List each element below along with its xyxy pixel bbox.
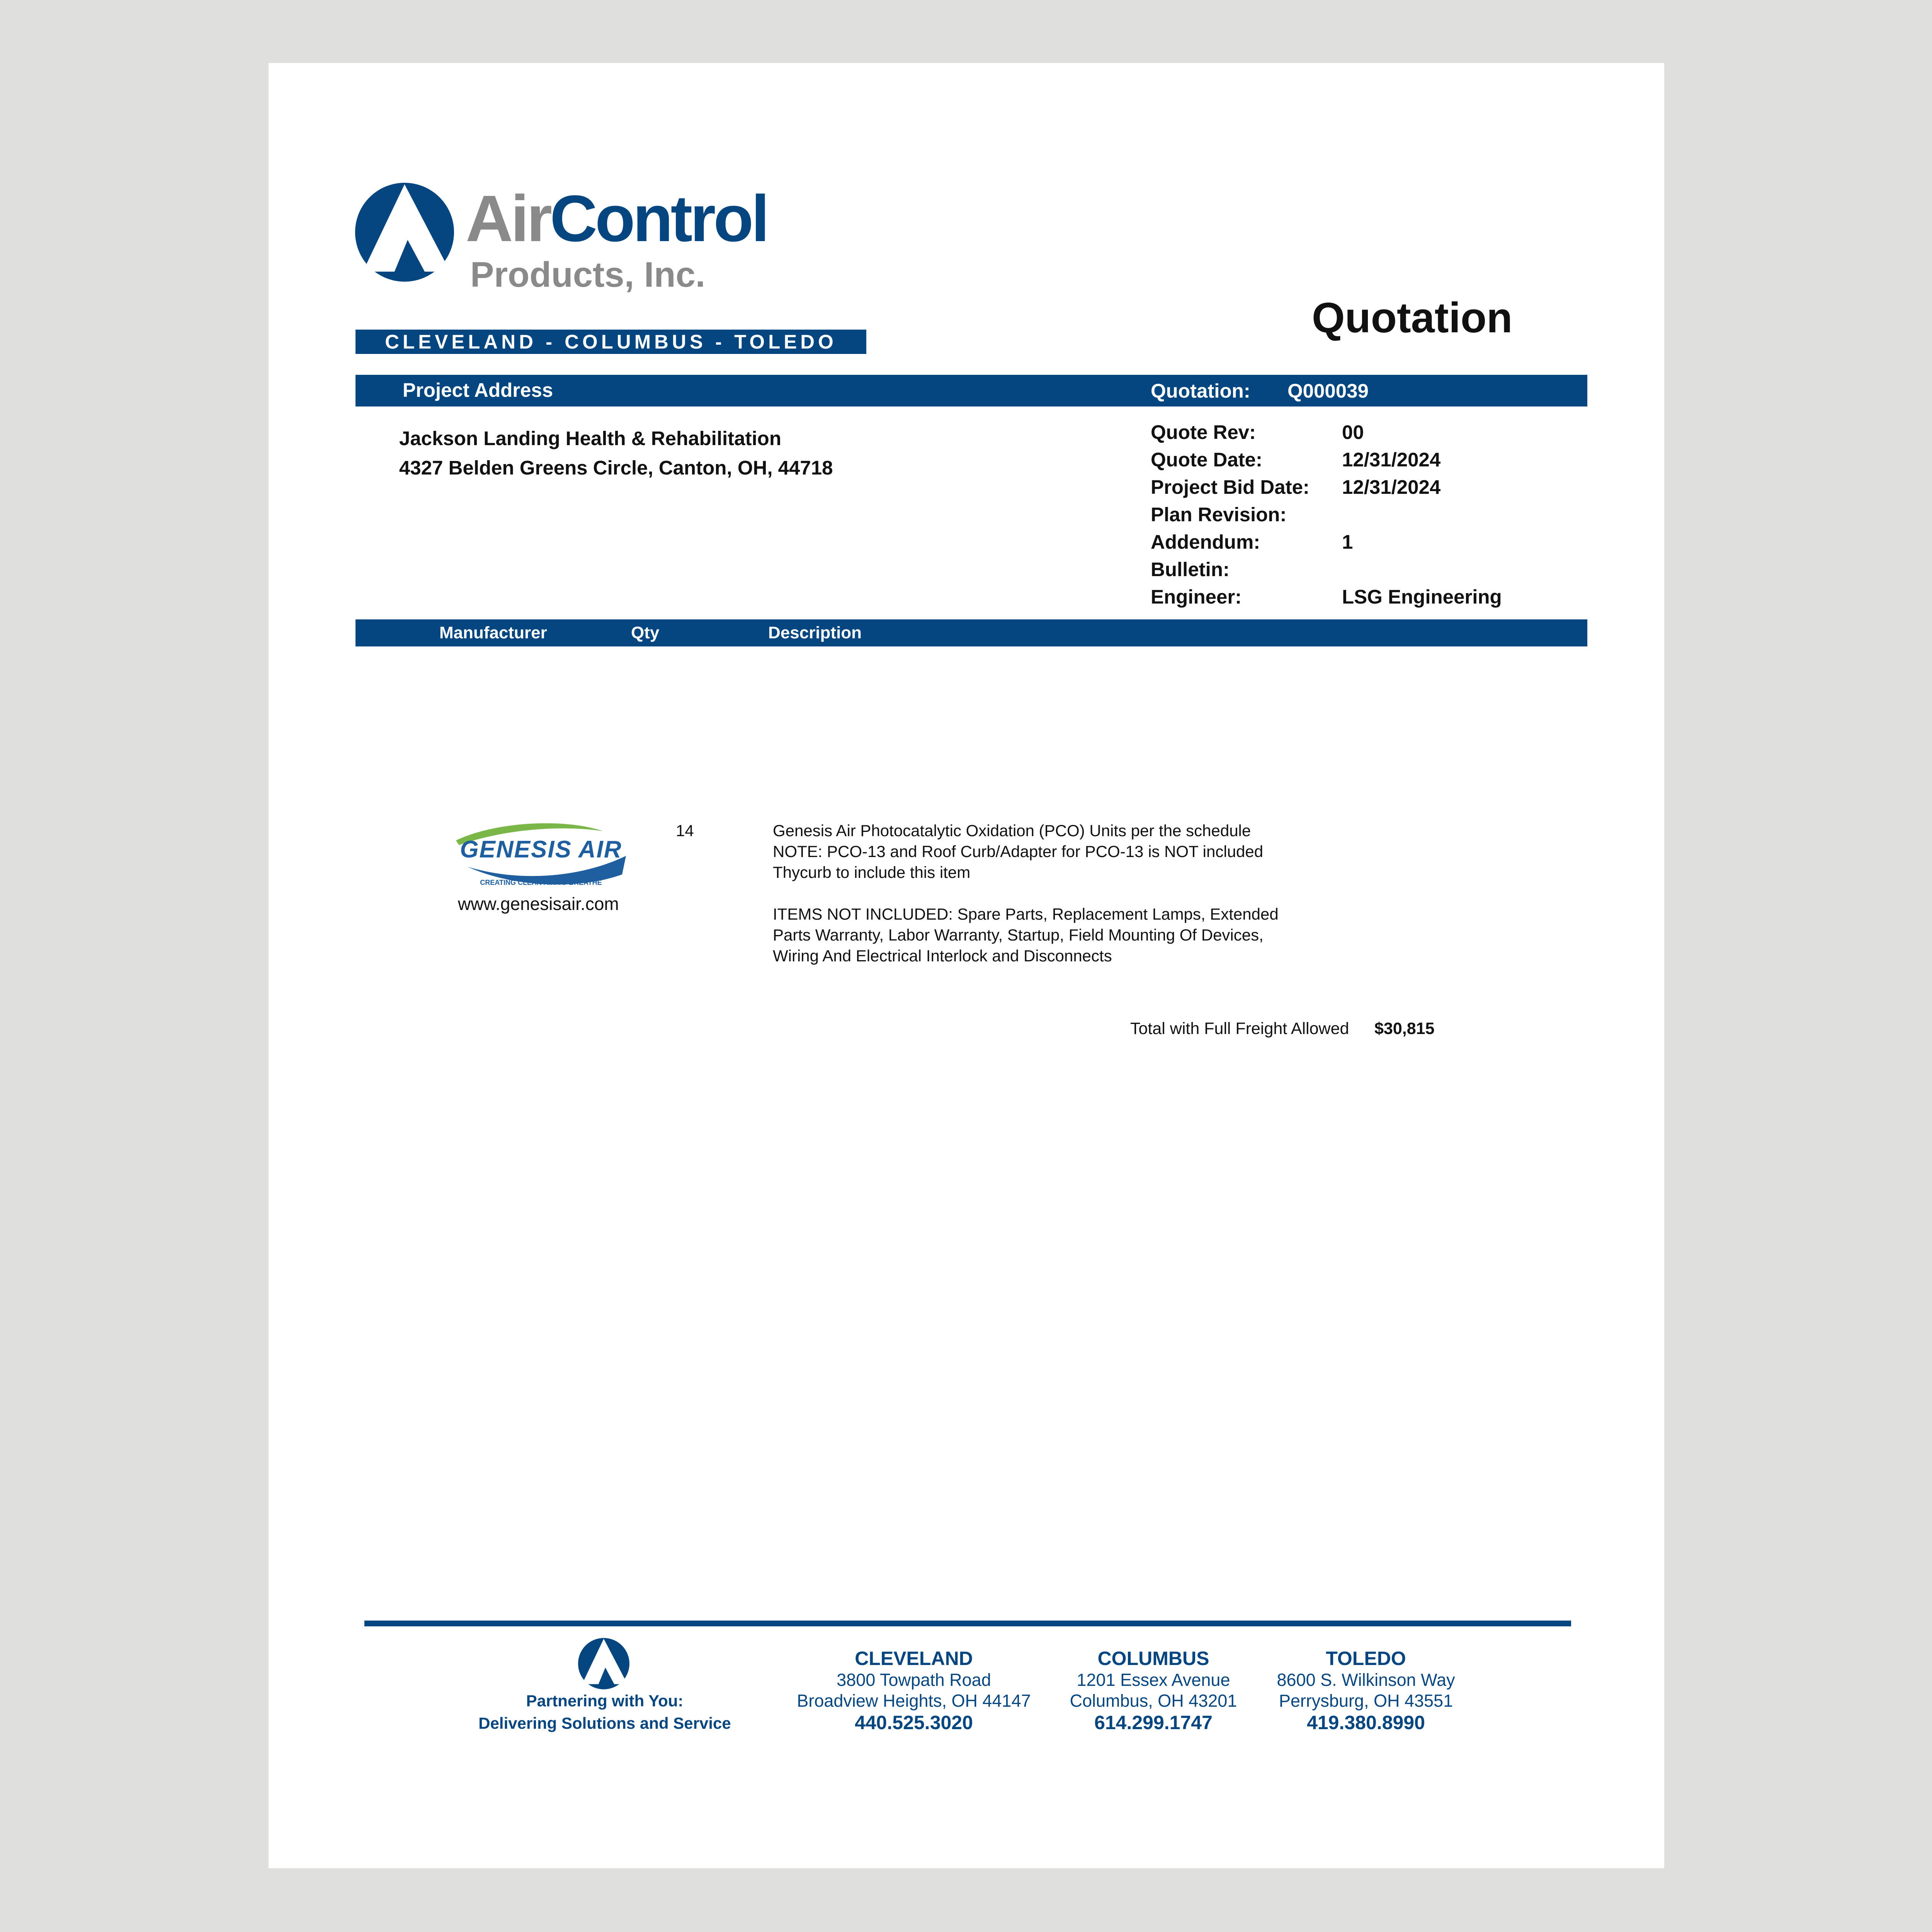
addendum-value: 1 [1342, 531, 1353, 553]
quote-info-row [1151, 556, 1614, 583]
company-logo [354, 182, 767, 321]
logo-word-air: Air [466, 182, 550, 255]
footer-tagline-line1: Partnering with You: [526, 1692, 684, 1710]
quote-rev-value: 00 [1342, 421, 1364, 443]
description-line: ITEMS NOT INCLUDED: Spare Parts, Replacement Lamps, Extended [773, 905, 1279, 923]
office-street: 8600 S. Wilkinson Way [1277, 1670, 1455, 1690]
quote-info-row [1151, 473, 1614, 501]
description-line: Wiring And Electrical Interlock and Disconnects [773, 947, 1112, 965]
project-name: Jackson Landing Health & Rehabilitation [399, 427, 781, 449]
quote-date-value: 12/31/2024 [1342, 449, 1441, 471]
office-city: COLUMBUS [1097, 1648, 1209, 1669]
total-value: $30,815 [1374, 1019, 1435, 1038]
office-citystate: Perrysburg, OH 43551 [1279, 1691, 1453, 1711]
project-header-bar [355, 375, 1587, 406]
column-manufacturer: Manufacturer [439, 623, 547, 642]
column-description: Description [768, 623, 862, 642]
quotation-page [269, 63, 1664, 1868]
logo-subtitle: Products, Inc. [470, 255, 706, 294]
quotation-label: Quotation: [1151, 380, 1250, 402]
quote-info-row [1151, 418, 1614, 446]
engineer-label: Engineer: [1151, 586, 1242, 608]
total-label: Total with Full Freight Allowed [1130, 1019, 1349, 1038]
genesis-tagline: CREATING CLEAN AIR TO BREATHE [480, 879, 602, 886]
office-city: TOLEDO [1326, 1648, 1406, 1669]
office-phone: 614.299.1747 [1094, 1712, 1213, 1733]
plan-revision-label: Plan Revision: [1151, 503, 1287, 526]
bulletin-label: Bulletin: [1151, 558, 1230, 580]
item-description [773, 820, 1279, 966]
office-street: 3800 Towpath Road [837, 1670, 991, 1690]
description-line: NOTE: PCO-13 and Roof Curb/Adapter for PCO-13 is NOT included [773, 842, 1264, 861]
description-line: Genesis Air Photocatalytic Oxidation (PCO) Units per the schedule [773, 821, 1251, 840]
document-title: Quotation [1312, 294, 1513, 342]
bid-date-value: 12/31/2024 [1342, 476, 1441, 498]
genesis-air-logo [452, 820, 630, 892]
description-line [773, 883, 1279, 904]
office-citystate: Columbus, OH 43201 [1070, 1691, 1237, 1711]
genesis-logo-text: GENESIS AIR [460, 836, 622, 863]
quote-info [1151, 418, 1614, 611]
quote-info-row [1151, 583, 1614, 611]
office-phone: 419.380.8990 [1307, 1712, 1425, 1733]
logo-cities-text: CLEVELAND - COLUMBUS - TOLEDO [385, 331, 837, 353]
description-line: Thycurb to include this item [773, 863, 971, 881]
footer-logo-icon [578, 1638, 630, 1690]
office-citystate: Broadview Heights, OH 44147 [797, 1691, 1031, 1711]
logo-triangle-icon [354, 182, 455, 282]
logo-word-control: Control [550, 182, 767, 255]
engineer-value: LSG Engineering [1342, 586, 1502, 608]
quote-rev-label: Quote Rev: [1151, 421, 1256, 443]
footer-office-cleveland [771, 1647, 1057, 1734]
office-city: CLEVELAND [855, 1648, 973, 1669]
addendum-label: Addendum: [1151, 531, 1260, 553]
table-row [269, 820, 1664, 983]
quote-info-row [1151, 501, 1614, 528]
project-address: 4327 Belden Greens Circle, Canton, OH, 44718 [399, 457, 833, 479]
footer-tagline [462, 1690, 748, 1735]
item-qty: 14 [676, 821, 694, 840]
office-street: 1201 Essex Avenue [1077, 1670, 1230, 1690]
quote-info-row [1151, 446, 1614, 473]
footer-tagline-line2: Delivering Solutions and Service [478, 1714, 731, 1732]
footer-divider [364, 1621, 1571, 1626]
footer-office-columbus [1037, 1647, 1269, 1734]
quotation-number: Q000039 [1287, 380, 1369, 402]
office-phone: 440.525.3020 [855, 1712, 973, 1733]
bid-date-label: Project Bid Date: [1151, 476, 1310, 498]
manufacturer-url: www.genesisair.com [458, 894, 619, 914]
description-line: Parts Warranty, Labor Warranty, Startup, Field Mounting Of Devices, [773, 926, 1264, 944]
column-qty: Qty [631, 623, 660, 642]
logo-cities-bar [355, 330, 866, 354]
quote-info-row [1151, 528, 1614, 556]
table-header-bar [355, 619, 1587, 646]
quote-date-label: Quote Date: [1151, 449, 1263, 471]
footer-office-toledo [1250, 1647, 1482, 1734]
project-address-label: Project Address [403, 379, 553, 401]
